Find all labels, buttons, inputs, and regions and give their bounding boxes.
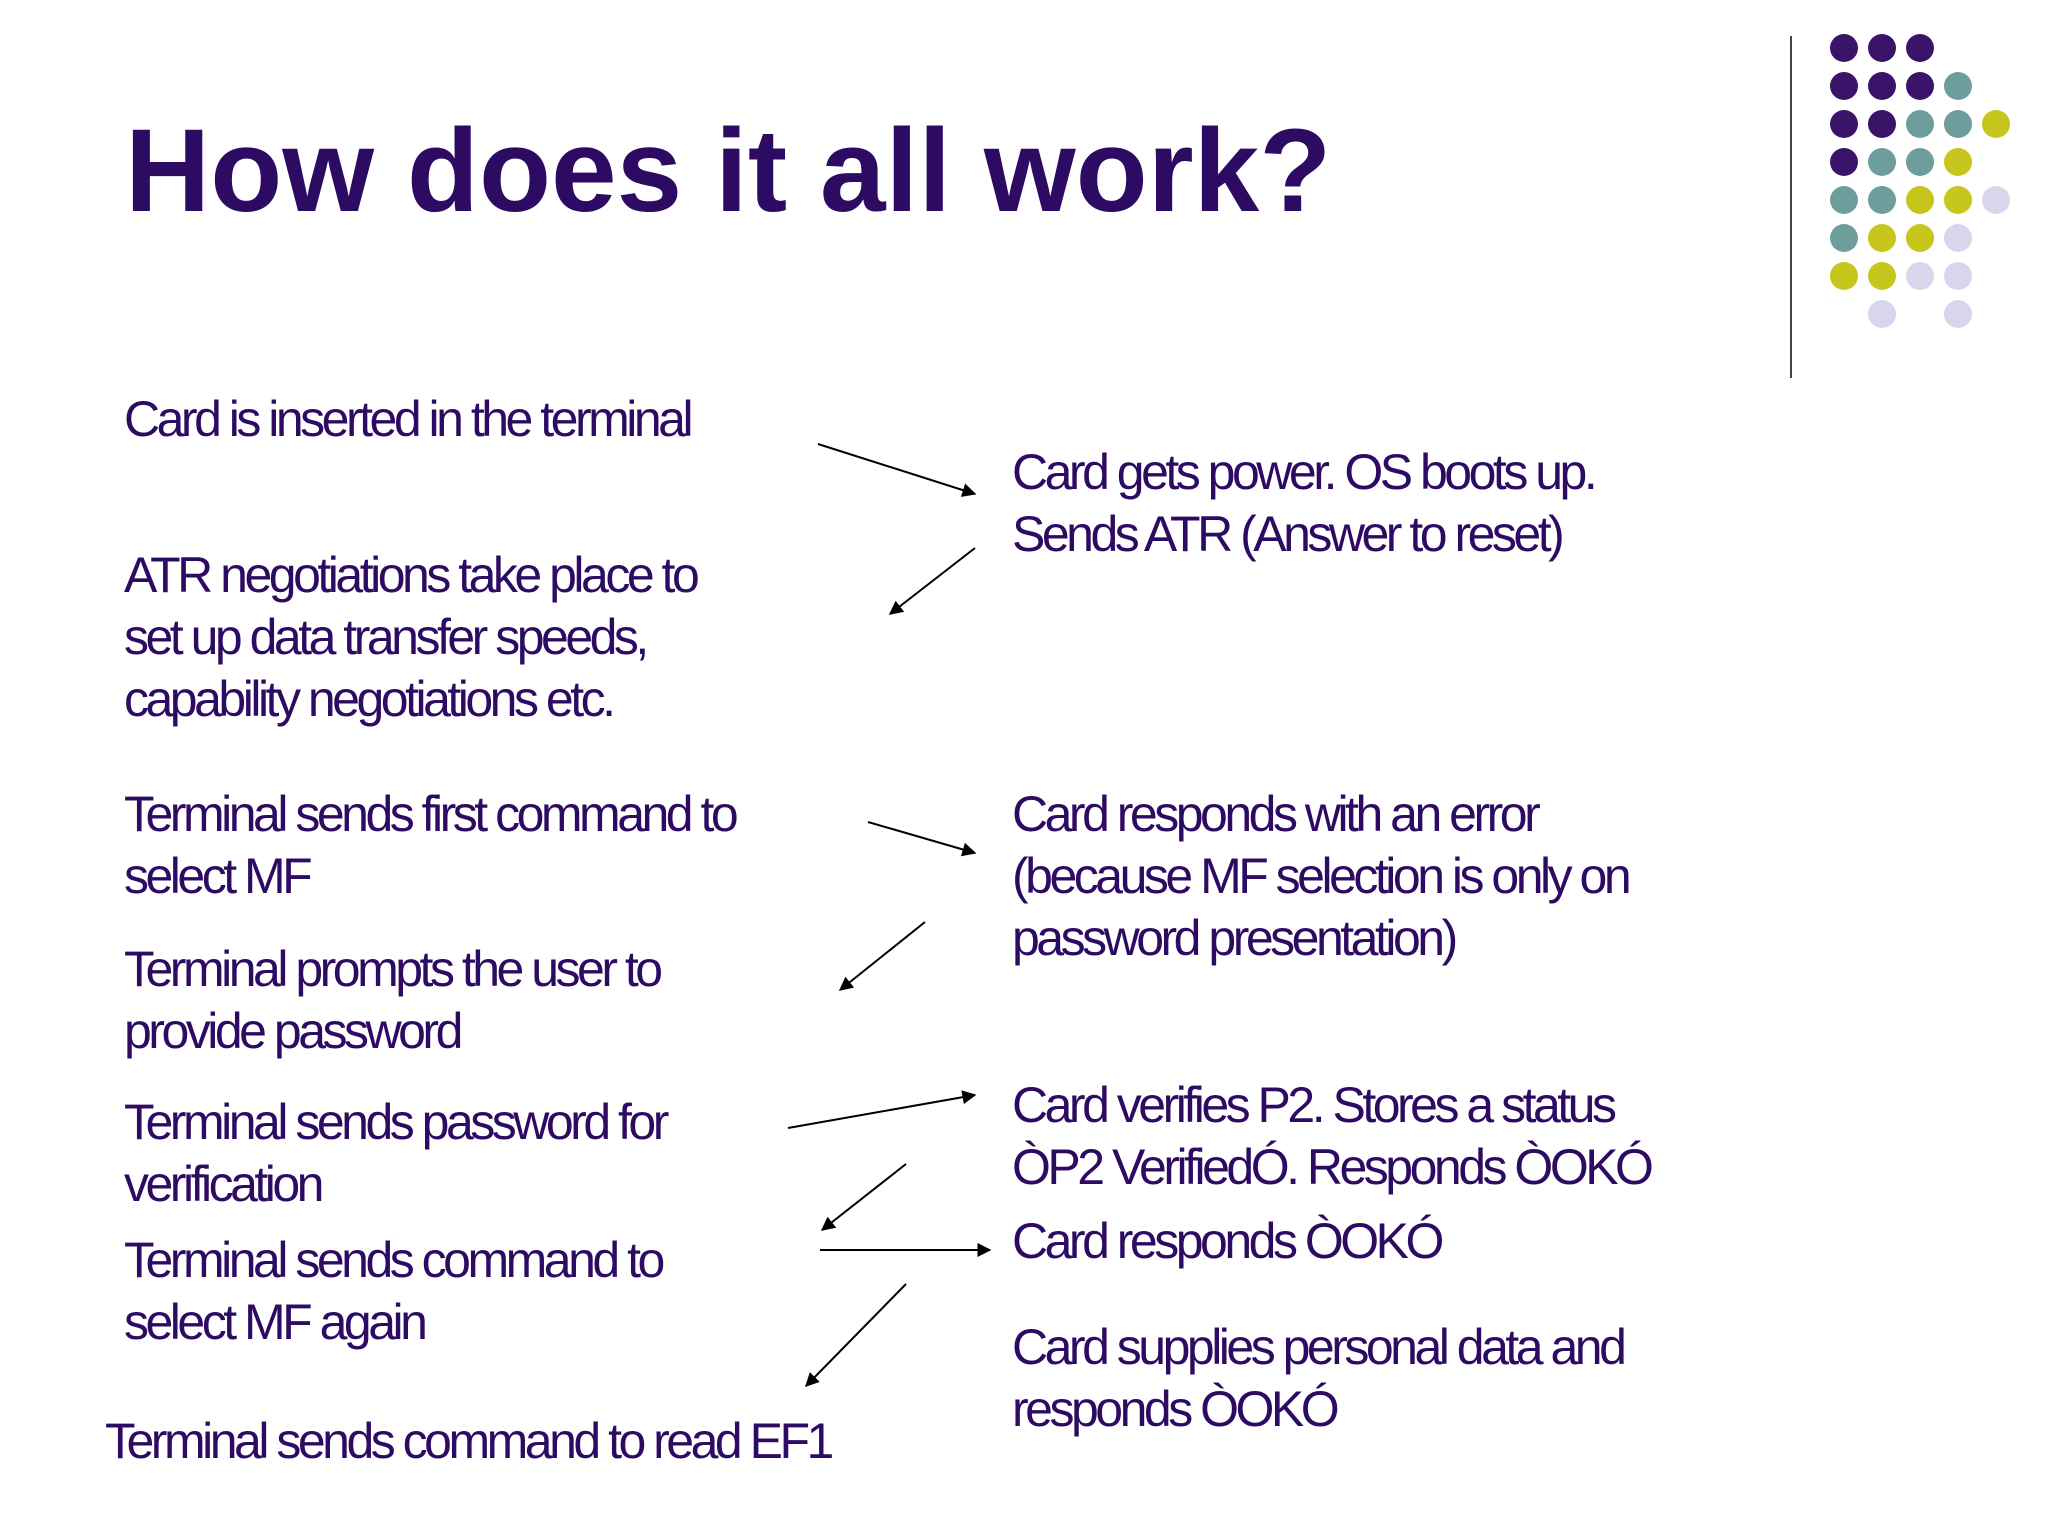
decoration-dot — [1906, 224, 1934, 252]
step-line: verification — [124, 1156, 321, 1212]
step-card-power-atr — [1012, 441, 1594, 565]
decoration-dot — [1906, 262, 1934, 290]
decoration-dot — [1944, 110, 1972, 138]
step-prompt-password — [124, 938, 660, 1062]
decoration-dot — [1944, 148, 1972, 176]
decoration-dot — [1944, 224, 1972, 252]
arrow-inserted-to-power — [818, 444, 975, 494]
arrow-ok-to-read-ef1 — [806, 1284, 906, 1386]
step-line: set up data transfer speeds, — [124, 609, 646, 665]
decoration-dot — [1830, 34, 1858, 62]
decoration-dot — [1906, 72, 1934, 100]
decoration-dot — [1830, 110, 1858, 138]
decoration-dot — [1906, 186, 1934, 214]
step-line: ÒP2 VerifiedÓ. Responds ÒOKÓ — [1012, 1139, 1651, 1195]
step-read-ef1 — [105, 1410, 831, 1472]
decoration-dot — [1868, 300, 1896, 328]
step-send-password — [124, 1091, 666, 1215]
decoration-dot — [1906, 148, 1934, 176]
decoration-dot — [1868, 148, 1896, 176]
step-line: Card responds ÒOKÓ — [1012, 1213, 1441, 1269]
step-card-responds-ok — [1012, 1210, 1441, 1272]
step-line: (because MF selection is only on — [1012, 848, 1629, 904]
decoration-dot — [1944, 186, 1972, 214]
step-card-supplies-data — [1012, 1316, 1623, 1440]
step-card-inserted — [124, 388, 690, 450]
decoration-dot — [1868, 224, 1896, 252]
step-line: select MF again — [124, 1294, 425, 1350]
decoration-dot — [1944, 300, 1972, 328]
step-line: Card supplies personal data and — [1012, 1319, 1624, 1375]
slide-title: How does it all work? — [125, 105, 1332, 237]
step-line: capability negotiations etc. — [124, 671, 613, 727]
arrow-password-to-verify — [788, 1095, 975, 1128]
decoration-dot — [1830, 72, 1858, 100]
decoration-dot — [1868, 262, 1896, 290]
step-line: ATR negotiations take place to — [124, 547, 697, 603]
step-line: Terminal sends command to — [124, 1232, 662, 1288]
decoration-dot — [1944, 72, 1972, 100]
step-line: Terminal sends first command to — [124, 786, 736, 842]
decoration-dot — [1830, 186, 1858, 214]
decoration-dot — [1830, 148, 1858, 176]
decoration-dot-grid — [0, 0, 2048, 400]
step-line: provide password — [124, 1003, 460, 1059]
step-line: Card gets power. OS boots up. — [1012, 444, 1595, 500]
step-line: Terminal sends password for — [124, 1094, 666, 1150]
step-line: password presentation) — [1012, 910, 1455, 966]
decoration-dot — [1830, 262, 1858, 290]
arrow-select-mf-to-error — [868, 822, 975, 853]
step-line: Card responds with an error — [1012, 786, 1538, 842]
arrow-verify-to-select-again — [822, 1164, 906, 1230]
step-card-verifies — [1012, 1074, 1650, 1198]
decoration-dot — [1868, 34, 1896, 62]
step-select-mf — [124, 783, 735, 907]
step-line: Terminal prompts the user to — [124, 941, 660, 997]
decoration-dot — [1982, 110, 2010, 138]
decoration-dot — [1868, 72, 1896, 100]
step-card-error — [1012, 783, 1628, 969]
decoration-dot — [1868, 110, 1896, 138]
step-line: responds ÒOKÓ — [1012, 1381, 1337, 1437]
step-line: select MF — [124, 848, 310, 904]
decoration-dot — [1982, 186, 2010, 214]
decoration-dot — [1944, 262, 1972, 290]
step-line: Sends ATR (Answer to reset) — [1012, 506, 1562, 562]
arrow-error-to-prompt — [840, 922, 925, 990]
step-atr-negotiations — [124, 544, 696, 730]
step-line: Terminal sends command to read EF1 — [105, 1413, 831, 1469]
decoration-dot — [1830, 224, 1858, 252]
arrow-atr-to-negotiation — [890, 548, 975, 614]
step-select-mf-again — [124, 1229, 662, 1353]
step-line: Card verifies P2. Stores a status — [1012, 1077, 1614, 1133]
step-line: Card is inserted in the terminal — [124, 391, 691, 447]
decoration-dot — [1906, 110, 1934, 138]
decoration-dot — [1868, 186, 1896, 214]
decoration-dot — [1906, 34, 1934, 62]
